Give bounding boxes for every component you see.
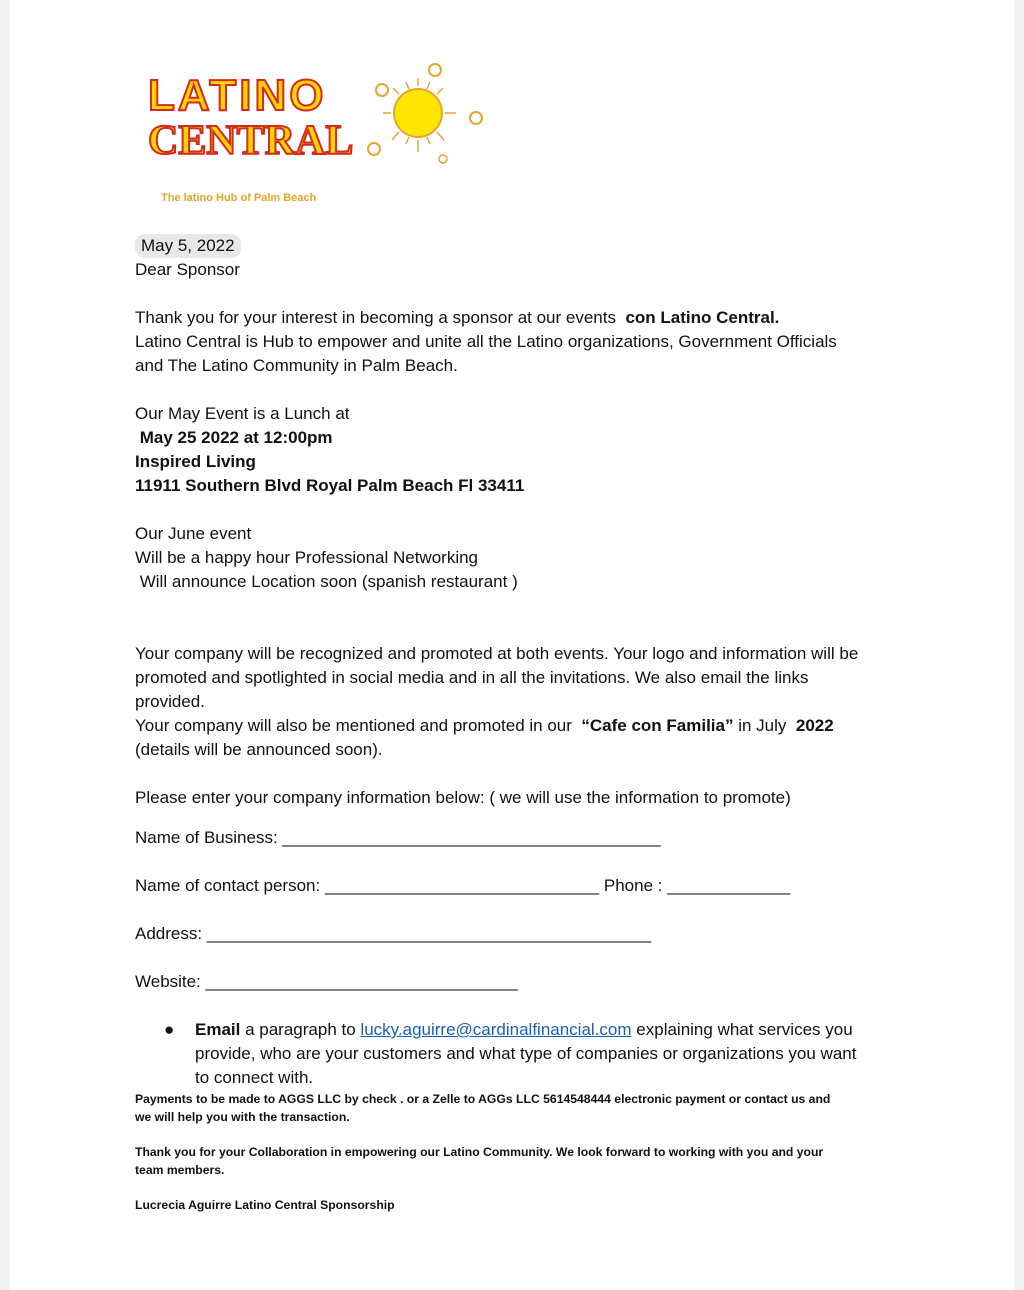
- logo-line1: LATINO: [148, 71, 327, 120]
- address-line[interactable]: _______________________________________________: [206, 924, 652, 943]
- address-label: Address:: [135, 924, 203, 943]
- signature: Lucrecia Aguirre Latino Central Sponsorship: [135, 1198, 395, 1212]
- latino-central-logo: [138, 58, 498, 208]
- letter-date: May 5, 2022: [135, 234, 241, 258]
- document-page: [10, 0, 1014, 1290]
- instructions-list: [135, 1018, 925, 1090]
- website-field[interactable]: [135, 970, 925, 1018]
- promo-line3: provided.: [135, 692, 205, 711]
- intro-paragraph: [135, 306, 925, 330]
- phone-label: Phone :: [603, 876, 663, 895]
- address-field[interactable]: [135, 922, 925, 970]
- may-event-line: Our May Event is a Lunch at: [135, 404, 350, 423]
- logo-line2: CENTRAL: [148, 118, 354, 164]
- may-event-address: 11911 Southern Blvd Royal Palm Beach Fl 33411: [135, 476, 525, 495]
- promo-line2: promoted and spotlighted in social media and in all the invitations. We also email the links: [135, 668, 809, 687]
- promo-line5: (details will be announced soon).: [135, 740, 383, 759]
- logo-tagline: The latino Hub of Palm Beach: [161, 192, 317, 204]
- promo-line1: Your company will be recognized and promoted at both events. Your logo and information will be: [135, 644, 859, 663]
- june-line1: Our June event: [135, 524, 252, 543]
- intro-text: Thank you for your interest in becoming a sponsor at our events: [135, 308, 616, 327]
- email-link[interactable]: lucky.aguirre@cardinalfinancial.com: [360, 1020, 632, 1039]
- contact-person-label: Name of contact person:: [135, 876, 321, 895]
- phone-line[interactable]: _____________: [667, 876, 791, 895]
- business-name-line[interactable]: ________________________________________: [282, 828, 661, 847]
- intro-bold: con Latino Central.: [625, 308, 780, 327]
- promo-line4: Your company will also be mentioned and promoted in our “Cafe con Familia” in July 2022: [135, 716, 834, 735]
- logo-graphic: [138, 58, 498, 168]
- contact-field[interactable]: [135, 874, 925, 922]
- june-line3: Will announce Location soon (spanish restaurant ): [139, 572, 518, 591]
- may-event-venue: Inspired Living: [135, 452, 256, 471]
- website-line[interactable]: _________________________________: [205, 972, 518, 991]
- contact-person-line[interactable]: _____________________________: [324, 876, 600, 895]
- bullet-icon: ●: [164, 1020, 175, 1039]
- intro-line3: and The Latino Community in Palm Beach.: [135, 356, 458, 375]
- june-line2: Will be a happy hour Professional Networking: [135, 548, 479, 567]
- thanks-line1: Thank you for your Collaboration in empowering our Latino Community. We look forward to working with you and your: [135, 1145, 824, 1159]
- list-item: ● Email a paragraph to lucky.aguirre@cardinalfinancial.com explaining what services you provide, who are your customers and what type of companies or organizations you want to connect with.: [164, 1020, 857, 1087]
- business-name-field[interactable]: [135, 826, 925, 874]
- business-name-label: Name of Business:: [135, 828, 278, 847]
- may-event-date: May 25 2022 at 12:00pm: [139, 428, 333, 447]
- letter-body: [135, 234, 925, 1214]
- thanks-line2: team members.: [135, 1163, 225, 1177]
- salutation: Dear Sponsor: [135, 260, 240, 279]
- payment-note: Payments to be made to AGGS LLC by check . or a Zelle to AGGs LLC 5614548444 electronic payment or contact us and we will help you with the transaction. Thank you for your Collaboration in empowering our Latino Community. We look forward to working with you and your team members. Lucrecia Aguirre Latino Central Sponsorship: [135, 1090, 925, 1214]
- intro-line2: Latino Central is Hub to empower and unite all the Latino organizations, Government Officials: [135, 332, 837, 351]
- form-intro: Please enter your company information below: ( we will use the information to promote): [135, 788, 791, 807]
- cafe-con-familia: “Cafe con Familia”: [581, 716, 734, 735]
- sun-icon: [368, 64, 482, 163]
- website-label: Website:: [135, 972, 201, 991]
